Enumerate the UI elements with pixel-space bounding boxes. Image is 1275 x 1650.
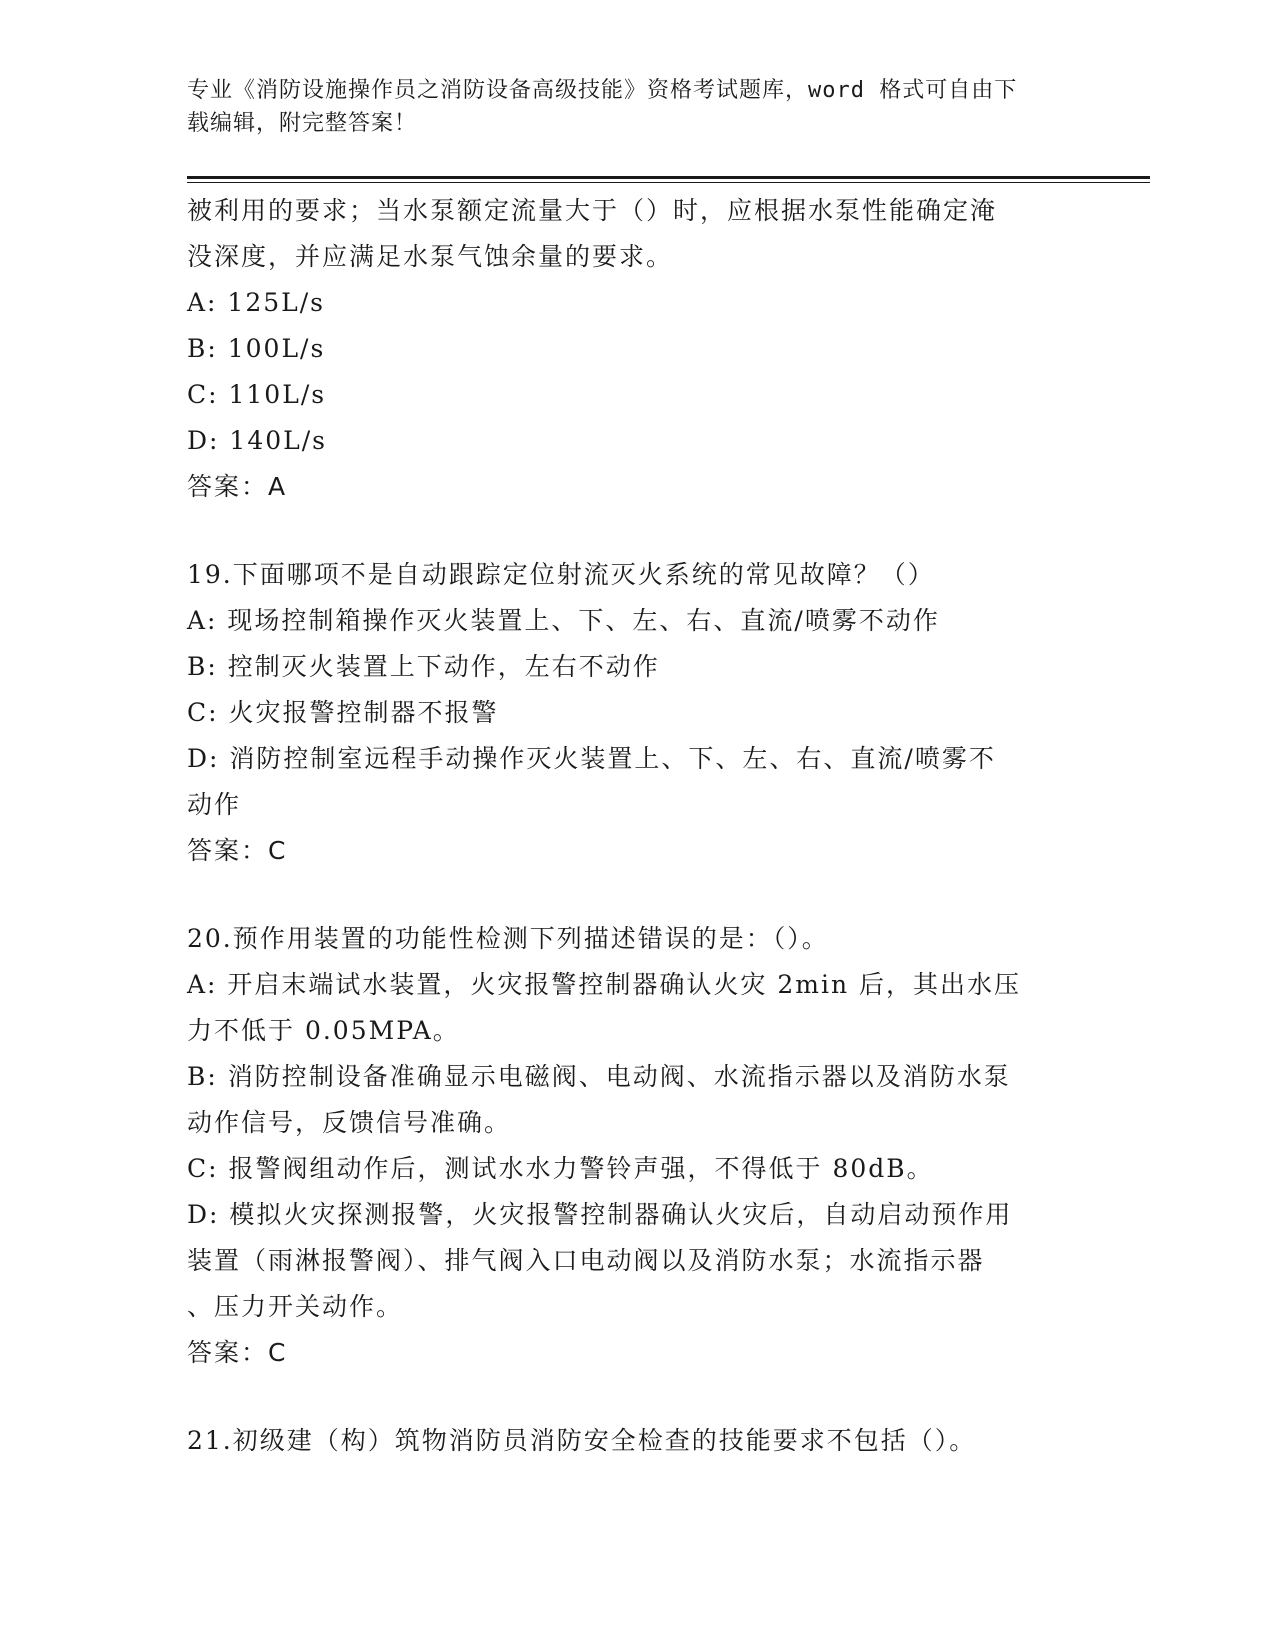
- option-b: B: 控制灭火装置上下动作，左右不动作: [187, 652, 660, 681]
- option-c: C: 110L/s: [187, 380, 327, 409]
- answer: 答案：C: [187, 836, 288, 865]
- page-header: [187, 74, 1067, 140]
- option-d-line: 、压力开关动作。: [187, 1292, 404, 1321]
- option-d-line: 动作: [187, 790, 242, 819]
- option-a-line: A: 开启末端试水装置，火灾报警控制器确认火灾 2min 后，其出水压: [187, 970, 1022, 999]
- question-18: [187, 188, 1087, 510]
- option-a-line: 力不低于 0.05MPA。: [187, 1016, 460, 1045]
- question-stem-line: 没深度，并应满足水泵气蚀余量的要求。: [187, 242, 674, 271]
- option-a: A: 125L/s: [187, 288, 325, 317]
- option-b-line: B: 消防控制设备准确显示电磁阀、电动阀、水流指示器以及消防水泵: [187, 1062, 1011, 1091]
- question-content: [187, 188, 1087, 1464]
- option-d-line: D: 消防控制室远程手动操作灭火装置上、下、左、右、直流/喷雾不: [187, 744, 996, 773]
- header-rule-thin: [187, 182, 1150, 183]
- question-21: [187, 1418, 1087, 1464]
- option-d: D: 140L/s: [187, 426, 327, 455]
- option-c: C: 报警阀组动作后，测试水水力警铃声强，不得低于 80dB。: [187, 1154, 934, 1183]
- header-line-1: 专业《消防设施操作员之消防设备高级技能》资格考试题库，word 格式可自由下: [187, 78, 1018, 103]
- option-d-line: 装置（雨淋报警阀）、排气阀入口电动阀以及消防水泵；水流指示器: [187, 1246, 985, 1275]
- question-stem: 20.预作用装置的功能性检测下列描述错误的是：（）。: [187, 924, 829, 953]
- option-a: A: 现场控制箱操作灭火装置上、下、左、右、直流/喷雾不动作: [187, 606, 940, 635]
- question-stem: 21.初级建（构）筑物消防员消防安全检查的技能要求不包括（）。: [187, 1426, 977, 1455]
- header-rule-thick: [187, 176, 1150, 179]
- question-19: [187, 552, 1087, 874]
- answer: 答案：C: [187, 1338, 288, 1367]
- option-b-line: 动作信号，反馈信号准确。: [187, 1108, 512, 1137]
- option-d-line: D: 模拟火灾探测报警，火灾报警控制器确认火灾后，自动启动预作用: [187, 1200, 1013, 1229]
- question-20: [187, 916, 1087, 1376]
- question-stem-line: 被利用的要求；当水泵额定流量大于（）时，应根据水泵性能确定淹: [187, 196, 998, 225]
- option-c: C: 火灾报警控制器不报警: [187, 698, 499, 727]
- option-b: B: 100L/s: [187, 334, 326, 363]
- header-line-2: 载编辑，附完整答案！: [187, 111, 418, 136]
- question-stem: 19.下面哪项不是自动跟踪定位射流灭火系统的常见故障？（）: [187, 560, 935, 589]
- answer: 答案：A: [187, 472, 288, 501]
